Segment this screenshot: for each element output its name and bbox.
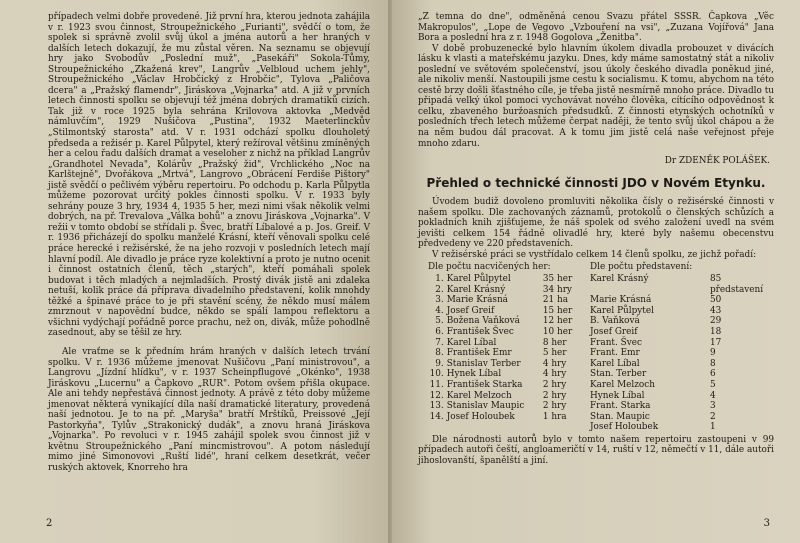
plays-count: 12 her — [542, 316, 573, 327]
director-name: František Emr — [446, 348, 512, 359]
table-row — [590, 359, 770, 370]
table-row — [590, 391, 770, 402]
page-number-right: 3 — [763, 518, 770, 529]
director-name: Frant. Emr — [590, 348, 640, 359]
director-name: B. Vaňková — [590, 316, 640, 327]
table-row — [590, 369, 770, 380]
table-row — [590, 380, 770, 391]
table-row — [590, 338, 770, 349]
row-number: 1. — [435, 273, 444, 284]
performances-count: 50 — [710, 295, 722, 306]
performances-table — [590, 262, 770, 433]
director-name: Frant. Švec — [590, 337, 642, 348]
plays-count: 15 her — [542, 305, 573, 316]
performances-count: 8 — [710, 358, 716, 369]
table-row — [428, 295, 588, 306]
left-paragraph-2: Ale vraťme se k předním hrám hraných v dalších letech trvání spolku. V r. 1936 můžeme jmenovat Nušičovu „Paní ministrovou", a Langrovu „Jízdní hlídku", v r. 1937 Scheinpflugové „Okénko", 1938 Jiráskovu „Lucernu" a Čapkovo „RUR". Potom ovšem přišla okupace. Ale ani tehdy nepřestává činnost jednoty. A právě z této doby můžeme jmenovat některá vynikající díla naší dramatické literatury, provedená naší jednotou. Je to na př. „Maryša" bratří Mrštíků, Preissové „Její Pastorkyňa", Tylův „Strakonický dudák", a znovu hraná Jiráskova „Vojnarka". Po revoluci v r. 1945 zahájil spolek svou činnost již v květnu Stroupežnického „Paní mincmistrovou". A potom následují mimo jiné Simonovovi „Ruští lidé", hraní celkem desetkrát, večer ruských aktovek, Knorreho hra — [48, 346, 370, 473]
row-number: 10. — [429, 369, 444, 380]
row-number: 12. — [429, 390, 444, 401]
director-name: Karel Krásný — [446, 284, 506, 295]
table-row — [590, 348, 770, 359]
plays-count: 2 hry — [542, 390, 567, 401]
table-row — [428, 359, 588, 370]
row-number: 8. — [435, 348, 444, 359]
director-name: Josef Greif — [590, 326, 638, 337]
plays-count: 34 hry — [542, 284, 572, 295]
table-row — [428, 274, 588, 285]
performances-count: 43 — [710, 305, 722, 316]
row-number: 3. — [435, 295, 444, 306]
section-paragraph-1: Úvodem budiž dovoleno promluviti několika čísly o režisérské činnosti v našem spolku. Dle zachovaných záznamů, protokolů o členských schůzích a pokladních knih zjišťujeme, že náš spolek od svého založení uvedl na svém jevišti celkem 154 řádně olivadlé hry, které byly našemu obecenstvu předvedeny ve 220 představeních. — [418, 197, 774, 250]
left-page — [0, 0, 392, 543]
left-paragraph-1: případech velmi dobře provedené. Již první hra, kterou jednota zahájila v r. 1923 svou činnost, Stroupežnického „Furianti", svědčí o tom, že spolek si správně zvolil svůj úkol a jména autorů a her hraných v dalších letech dokazují, že mu zůstal věren. Na seznamu se objevují hry jako Svobodův „Poslední muž", „Pasekáři" Sokola-Tůmy, Stroupežnického „Zkažená krev", Langrův „Velbloud uchem jehly", Stroupežnického „Václav Hrobčický z Hrobčic", Tylova „Paličova dcera" a „Pražský flamendr", Jiráskova „Vojnarka" atd. A již v prvních letech činnosti spolku se objevují též jména dobrých dramatiků cizích. Tak již v roce 1925 byla sehrána Krilovova aktovka „Medvěd námluvčím", 1929 Nušičova „Pustina", 1932 Maeterlinckův „Stilmontský starosta" atd. V r. 1931 odchází spolku dlouholetý předseda a režisér p. Karel Půlpytel, který režíroval většinu zmíněných her a celou řadu dalších dramat a veseloher z nichž na příklad Langrův „Grandhotel Nevada", Kolárův „Pražský žid", Vrchlického „Noc na Karlštejně", Dvořákova „Mrtvá", Langrovo „Obrácení Ferdiše Pištory" jistě svědčí o pečlivém výběru repertoiru. Po odchodu p. Karla Půlpytla můžeme pozorovat určitý pokles činnosti spolku. V r. 1933 byly sehrány pouze 3 hry, 1934 4, 1935 5 her, mezi nimi však několik velmi dobrých, na př. Trevalova „Válka bohů" a znovu Jiráskova „Vojnarka". V režii v tomto období se střídali p. Švec, bratří Líbalové a p. Jos. Greif. V r. 1936 přicházejí do spolku manželé Krásní, kteří věnovali spolku celé práce herecké i režisérské, že na jeho rozvoji v posledních letech mají hlavní podíl. Ale divadlo je práce ryze kolektivní a proto je nutno ocenit i činnost ostatních členů, těch „starých", kteří pomáhali spolek budovat i těch mladých a nejmladších. Prostý divák jistě ani zdaleka netuší, kolik práce dá příprava divadelního představení, kolik mnohdy těžké a špinavé práce to je při stavění scény, že někdo musí málem zmrznout v napovědní budce, někdo se spálí lampou reflektoru a všichni vydýchají pořádně porce prachu, než on, divák, může pohodlně zasednout, aby se těšil ze hry. — [48, 12, 370, 339]
director-name: Božena Vaňková — [446, 316, 520, 327]
plays-count: 8 her — [542, 337, 567, 348]
table-row — [590, 327, 770, 338]
director-name: Stan. Maupic — [590, 411, 650, 422]
performances-count: 3 — [710, 401, 716, 412]
director-name: Karel Melzoch — [446, 390, 512, 401]
plays-table — [428, 262, 588, 433]
table-row — [428, 306, 588, 317]
table-row — [590, 274, 770, 295]
table-row — [428, 412, 588, 423]
director-name: Karel Líbal — [590, 358, 640, 369]
plays-count: 4 hry — [542, 369, 567, 380]
right-page — [392, 0, 800, 543]
director-name: František Starka — [446, 379, 523, 390]
director-name: Karel Líbal — [446, 337, 497, 348]
director-name: Marie Krásná — [590, 295, 652, 306]
table-row — [590, 316, 770, 327]
director-tables — [428, 262, 774, 433]
table-row — [428, 338, 588, 349]
director-name: Stanislav Terber — [446, 358, 521, 369]
table-row — [428, 369, 588, 380]
plays-count: 2 hry — [542, 379, 567, 390]
section-paragraph-2: V režisérské práci se vystřídalo celkem 14 členů spolku, ze jichž pořadí: — [432, 249, 757, 260]
plays-count: 4 hry — [542, 358, 567, 369]
director-name: Josef Greif — [446, 305, 495, 316]
author-signature: Dr ZDENĚK POLÁŠEK. — [664, 156, 770, 167]
performances-count: 29 — [710, 316, 722, 327]
director-name: Marie Krásná — [446, 295, 508, 306]
table-row — [590, 412, 770, 423]
performances-count: 2 — [710, 411, 716, 422]
table-row — [590, 422, 770, 433]
performances-count: 6 — [710, 369, 716, 380]
table-row — [428, 401, 588, 412]
table-row — [428, 285, 588, 296]
director-name: Karel Půlpytel — [590, 305, 654, 316]
row-number: 4. — [435, 305, 444, 316]
page-number-left: 2 — [46, 518, 53, 529]
performances-count: 4 — [710, 390, 716, 401]
table-row — [590, 295, 770, 306]
table-row — [428, 348, 588, 359]
director-name: František Švec — [446, 326, 514, 337]
row-number: 14. — [429, 411, 444, 422]
table-row — [590, 306, 770, 317]
performances-table-header: Dle počtu představení: — [590, 262, 693, 273]
table-row — [428, 316, 588, 327]
plays-count: 1 hra — [542, 411, 567, 422]
performances-count: 1 — [710, 422, 716, 433]
performances-count: 85 představení — [710, 273, 764, 295]
director-name: Josef Holoubek — [446, 411, 515, 422]
row-number: 6. — [435, 326, 444, 337]
plays-count: 5 her — [542, 348, 567, 359]
right-intro-paragraph-2: V době probuzenecké bylo hlavním úkolem divadla probouzet v divácích lásku k vlasti a mateřskému jazyku. Dnes, kdy máme samostatný stát a nikoliv poslední ve světovém společenství, jsou úkoly českého divadla poněkud jiné, ale nikoliv menší. Nastoupili jsme cestu k socialismu. K tomu, abychom na této cestě brzy došli šťastného cíle, je třeba jistě nesmírně mnoho práce. Divadlo tu připadá velký úkol pomoci vychovávat nového člověka, cítícího odpovědnost k celku, zbaveného buržoasních předsudků. Z činnosti etynských ochotníků v posledních třech letech můžeme čerpat naději, že tento svůj úkol chápou a že na něm budou dál pracovat. A k tomu jim jistě celá naše veřejnost přeje mnoho zdaru. — [418, 43, 774, 149]
director-name: Josef Holoubek — [590, 422, 659, 433]
closing-paragraph: Dle národnosti autorů bylo v tomto našem repertoiru zastoupeni v 99 případech autoři čeští, angloameričtí v 14, ruští v 12, němečtí v 11, dále autoři jihoslovanští, španělští a jiní. — [418, 434, 774, 466]
plays-table-header: Dle počtu nacvičených her: — [428, 262, 551, 273]
plays-count: 2 hry — [542, 401, 567, 412]
plays-count: 21 ha — [542, 295, 568, 306]
table-row — [590, 401, 770, 412]
performances-count: 5 — [710, 379, 716, 390]
director-name: Frant. Starka — [590, 401, 651, 412]
plays-count: 35 her — [542, 273, 573, 284]
row-number: 7. — [435, 337, 444, 348]
table-row — [428, 327, 588, 338]
table-row — [428, 391, 588, 402]
director-name: Karel Melzoch — [590, 379, 655, 390]
performances-count: 18 — [710, 326, 722, 337]
right-intro-paragraph-1: „Z temna do dne", odměněná cenou Svazu přátel SSSR. Čapkova „Věc Makropulos", „Lope de Vegovo „Vzbouření na vsi", „Zuzana Vojířová" Jana Bora a poslední hra z r. 1948 Gogolova „Ženitba". — [418, 12, 774, 44]
plays-count: 10 her — [542, 326, 573, 337]
row-number: 13. — [429, 401, 444, 412]
director-name: Stanislav Maupic — [446, 401, 525, 412]
row-number: 5. — [435, 316, 444, 327]
row-number: 2. — [435, 284, 444, 295]
performances-count: 17 — [710, 337, 722, 348]
performances-count: 9 — [710, 348, 716, 359]
director-name: Karel Krásný — [590, 273, 649, 284]
director-name: Karel Půlpytel — [446, 273, 511, 284]
section-title: Přehled o technické činnosti JDO v Novém Etynku. — [426, 176, 766, 191]
director-name: Hynek Líbal — [590, 390, 645, 401]
director-name: Stan. Terber — [590, 369, 647, 380]
table-row — [428, 380, 588, 391]
row-number: 9. — [435, 358, 444, 369]
director-name: Hynek Líbal — [446, 369, 502, 380]
row-number: 11. — [429, 379, 444, 390]
